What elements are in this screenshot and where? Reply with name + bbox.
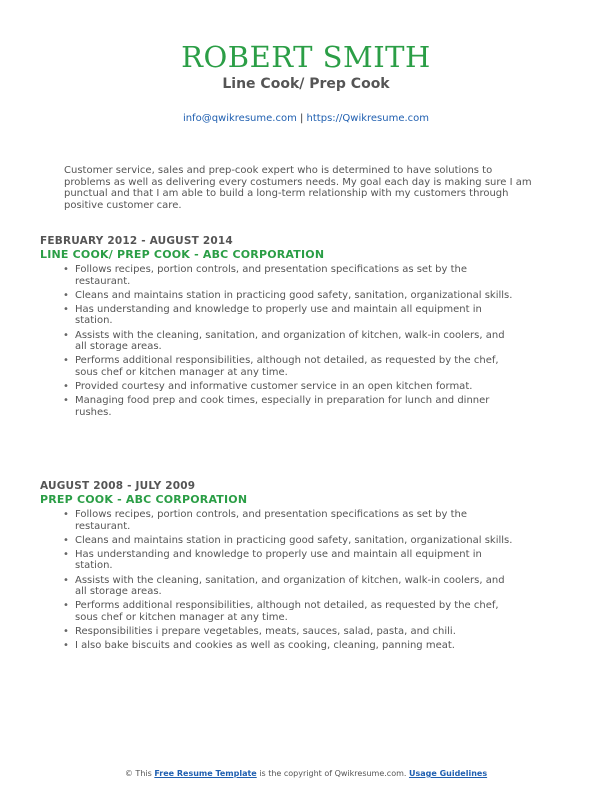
bullet-text: I also bake biscuits and cookies as well as cooking, cleaning, panning meat. <box>75 640 455 652</box>
bullet-text: Provided courtesy and informative customer service in an open kitchen format. <box>75 380 473 392</box>
list-item <box>63 534 515 547</box>
list-item <box>63 509 515 532</box>
list-item <box>63 640 515 652</box>
bullet-icon: • <box>63 303 69 315</box>
experience-dates: FEBRUARY 2012 - AUGUST 2014 <box>40 235 233 247</box>
resume-header <box>0 40 612 126</box>
bullet-text: Managing food prep and cook times, especially in preparation for lunch and dinner rushes. <box>75 395 490 418</box>
bullet-icon: • <box>63 329 69 341</box>
bullet-icon: • <box>63 548 69 560</box>
experience-role: LINE COOK/ PREP COOK - ABC CORPORATION <box>40 248 325 261</box>
list-item <box>63 329 515 353</box>
list-item <box>63 548 515 572</box>
candidate-name: ROBERT SMITH <box>181 40 431 74</box>
bullet-icon: • <box>63 289 69 301</box>
list-item <box>63 355 515 378</box>
experience-role: PREP COOK - ABC CORPORATION <box>40 493 248 506</box>
bullet-text: Assists with the cleaning, sanitation, and organization of kitchen, walk-in coolers, and all storage areas. <box>75 574 505 598</box>
copyright-footer <box>0 769 612 779</box>
experience-dates: AUGUST 2008 - JULY 2009 <box>40 480 196 492</box>
summary-paragraph: Customer service, sales and prep-cook expert who is determined to have solutions to problems as well as delivering every costumers needs. My goal each day is making sure I am punctual and that I am able to build a long-term relationship with my customers through positive customer care. <box>64 165 532 211</box>
footer-prefix: © This <box>124 769 155 778</box>
bullet-text: Assists with the cleaning, sanitation, and organization of kitchen, walk-in coolers, and all storage areas. <box>75 329 505 353</box>
bullet-icon: • <box>63 600 69 612</box>
bullet-text: Responsibilities i prepare vegetables, meats, sauces, salad, pasta, and chili. <box>75 625 456 637</box>
bullet-icon: • <box>63 264 69 275</box>
list-item <box>63 303 515 327</box>
bullet-text: Follows recipes, portion controls, and presentation specifications as set by the restaurant. <box>75 264 468 287</box>
bullet-icon: • <box>63 534 69 546</box>
candidate-title: Line Cook/ Prep Cook <box>222 76 390 92</box>
bullet-icon: • <box>63 509 69 520</box>
list-item <box>63 600 515 623</box>
list-item <box>63 264 515 287</box>
bullet-text: Has understanding and knowledge to properly use and maintain all equipment in station. <box>75 548 482 572</box>
bullet-text: Cleans and maintains station in practicing good safety, sanitation, organizational skills. <box>75 289 513 301</box>
free-resume-template-link[interactable]: Free Resume Template <box>154 769 257 778</box>
experience-entry <box>40 235 520 421</box>
list-item <box>63 395 515 418</box>
bullet-icon: • <box>63 395 69 407</box>
website-link[interactable]: https://Qwikresume.com <box>306 113 430 124</box>
bullet-text: Cleans and maintains station in practicing good safety, sanitation, organizational skills. <box>75 534 513 546</box>
list-item <box>63 574 515 598</box>
bullet-icon: • <box>63 625 69 637</box>
bullet-icon: • <box>63 640 69 652</box>
experience-bullets <box>40 264 520 418</box>
bullet-text: Performs additional responsibilities, although not detailed, as requested by the chef, sous chef or kitchen manager at any time. <box>75 600 499 623</box>
contact-line <box>0 112 612 126</box>
footer-middle: is the copyright of Qwikresume.com. <box>256 769 409 778</box>
bullet-text: Follows recipes, portion controls, and presentation specifications as set by the restaurant. <box>75 509 468 532</box>
bullet-icon: • <box>63 355 69 367</box>
list-item <box>63 625 515 638</box>
email-link[interactable]: info@qwikresume.com <box>182 113 297 124</box>
contact-separator: | <box>296 113 307 124</box>
list-item <box>63 289 515 302</box>
experience-bullets <box>40 509 520 652</box>
bullet-icon: • <box>63 380 69 392</box>
usage-guidelines-link[interactable]: Usage Guidelines <box>408 769 488 778</box>
experience-entry <box>40 480 520 654</box>
bullet-text: Has understanding and knowledge to properly use and maintain all equipment in station. <box>75 303 482 327</box>
list-item <box>63 380 515 393</box>
bullet-icon: • <box>63 574 69 586</box>
bullet-text: Performs additional responsibilities, although not detailed, as requested by the chef, sous chef or kitchen manager at any time. <box>75 355 499 378</box>
